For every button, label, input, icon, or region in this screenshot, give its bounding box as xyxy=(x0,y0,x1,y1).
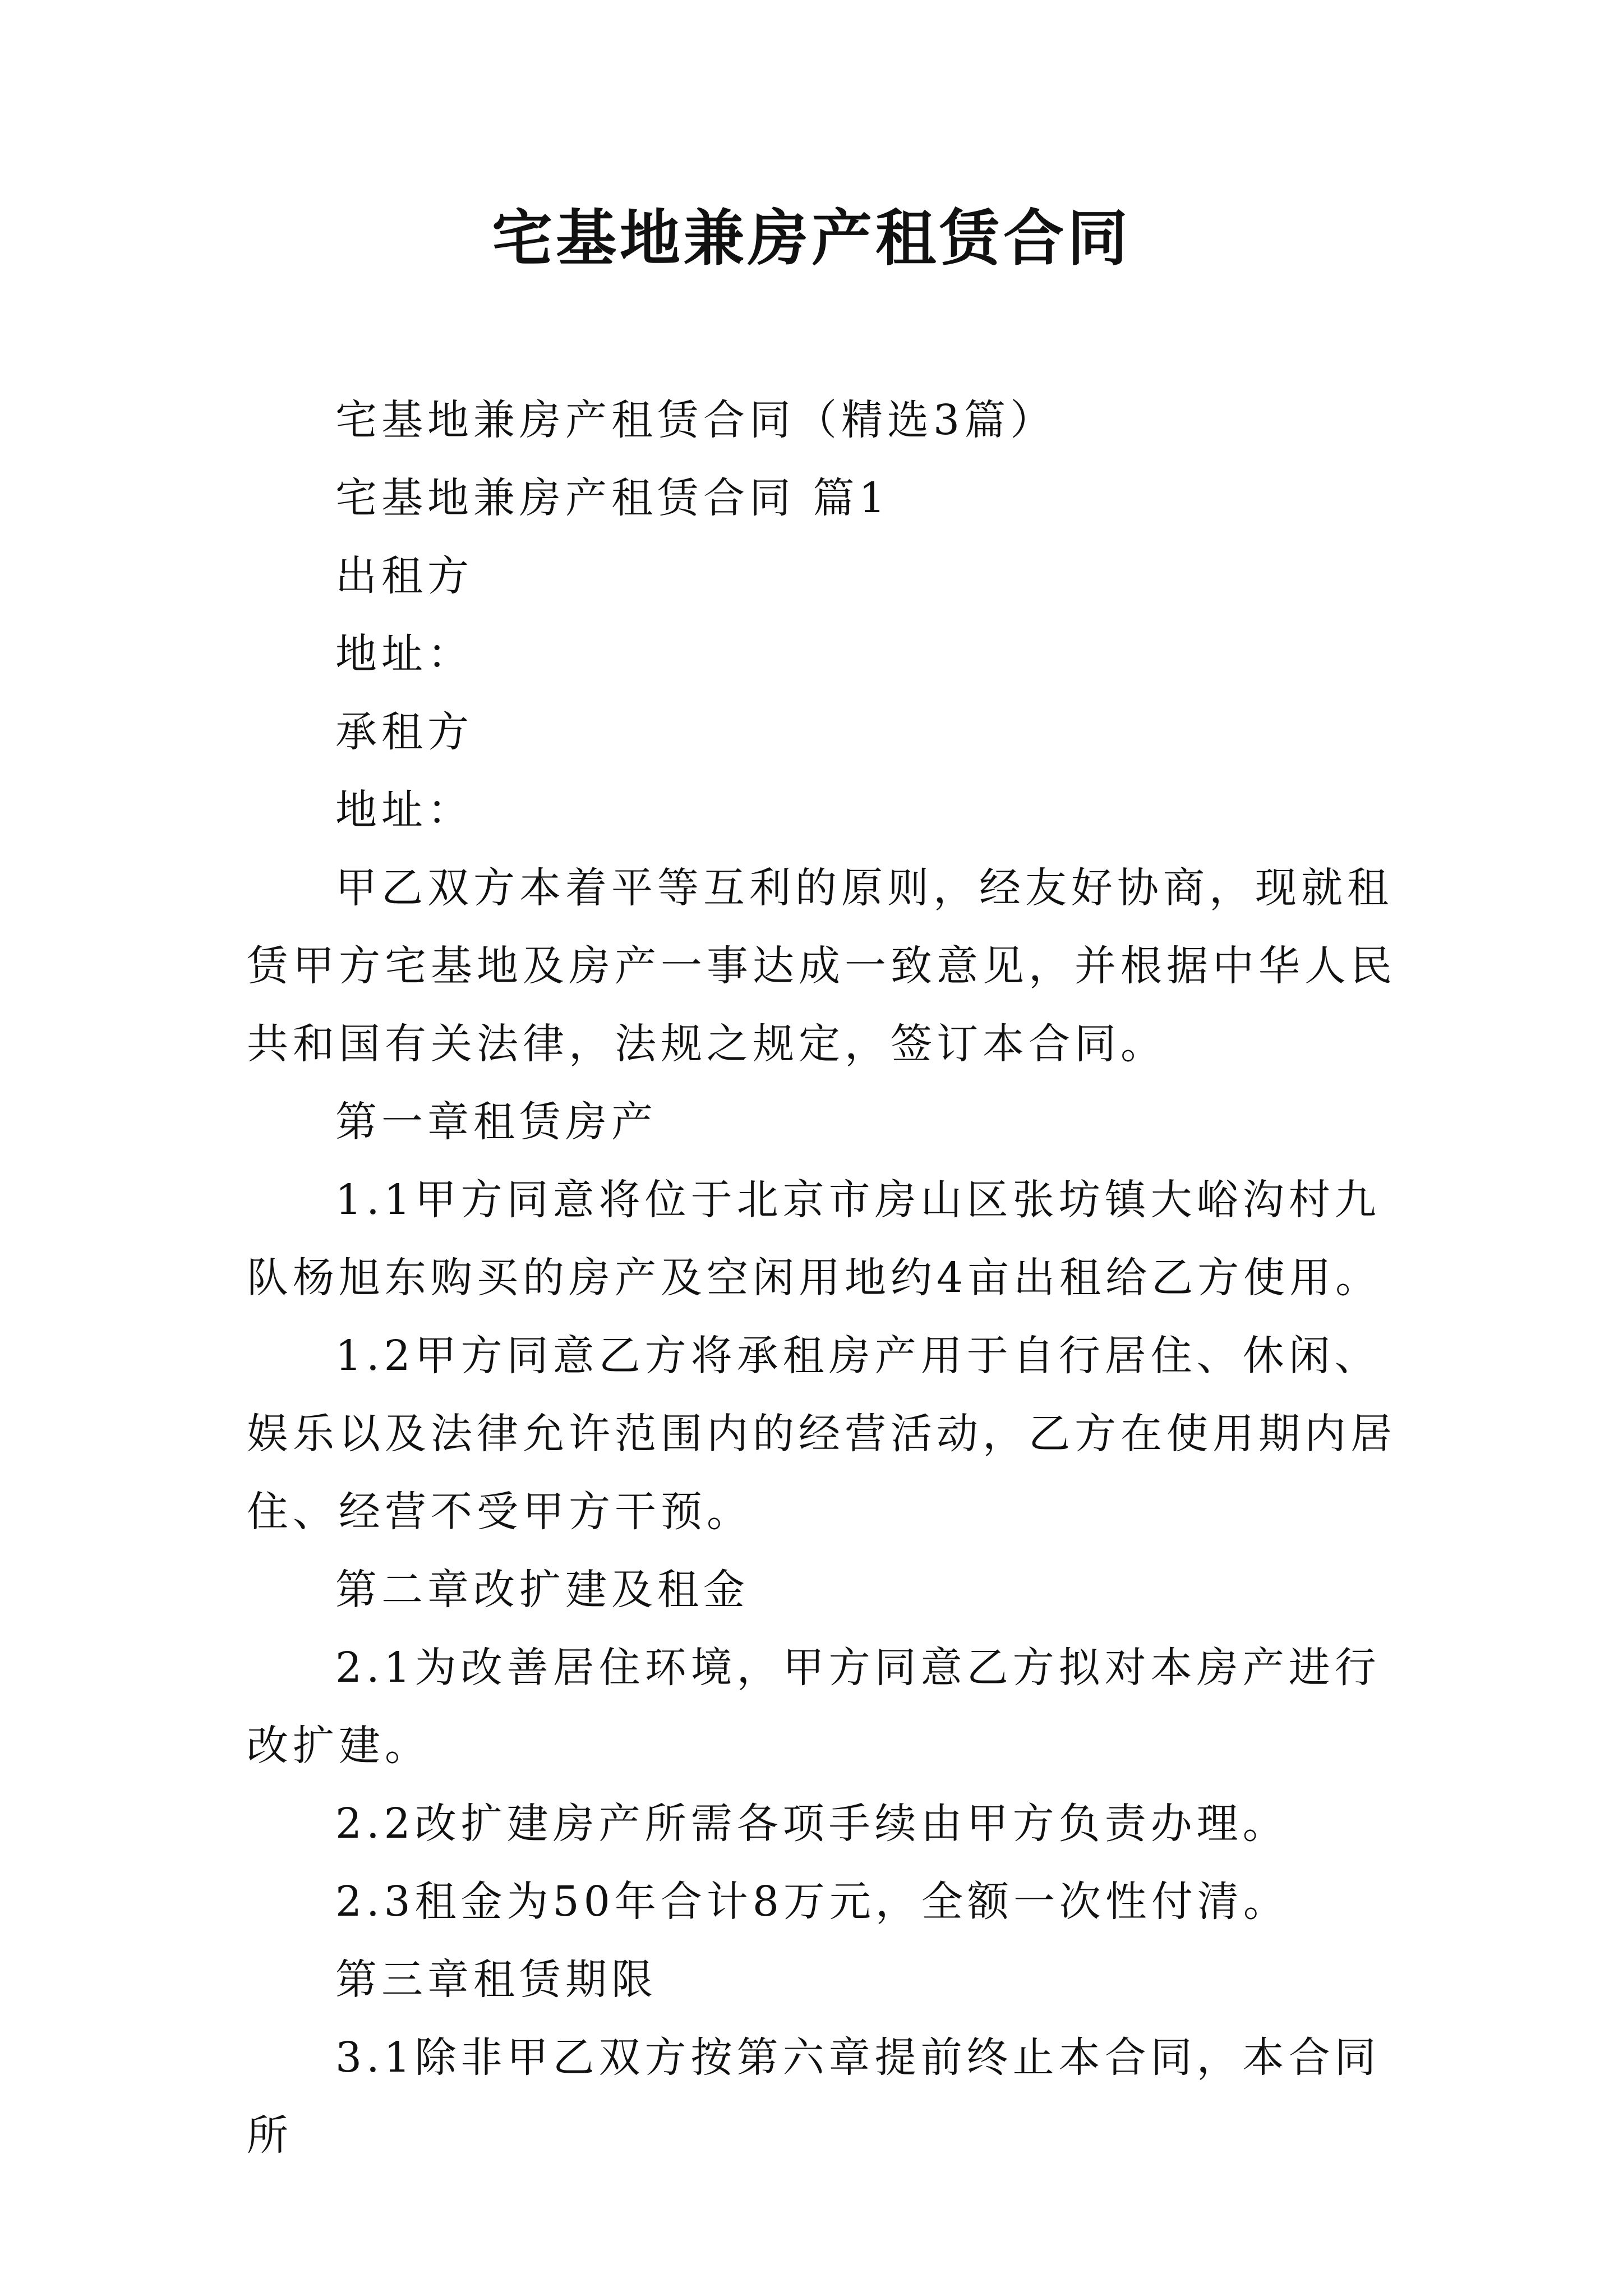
document-title: 宅基地兼房产租赁合同 xyxy=(491,203,1131,274)
document-body xyxy=(247,381,1402,2175)
paragraph-lessor-address: 地址： xyxy=(335,630,473,678)
paragraph-section-heading: 宅基地兼房产租赁合同 篇1 xyxy=(335,474,890,522)
paragraph-clause-2-2: 2.2改扩建房产所需各项手续由甲方负责办理。 xyxy=(335,1800,1289,1848)
paragraph-chapter-3: 第三章租赁期限 xyxy=(335,1955,657,2004)
paragraph-lessor: 出租方 xyxy=(335,552,473,600)
paragraph-lessee: 承租方 xyxy=(335,708,473,756)
paragraph-subtitle: 宅基地兼房产租赁合同（精选3篇） xyxy=(335,396,1057,444)
paragraph-preamble: 甲乙双方本着平等互利的原则，经友好协商，现就租赁甲方宅基地及房产一事达成一致意见，并根据中华人民共和国有关法律，法规之规定，签订本合同。 xyxy=(247,864,1396,1068)
paragraph-clause-2-1: 2.1为改善居住环境，甲方同意乙方拟对本房产进行改扩建。 xyxy=(247,1644,1381,1770)
paragraph-chapter-1: 第一章租赁房产 xyxy=(335,1098,657,1146)
paragraph-chapter-2: 第二章改扩建及租金 xyxy=(335,1566,749,1614)
paragraph-clause-2-3: 2.3租金为50年合计8万元，全额一次性付清。 xyxy=(335,1878,1289,1926)
paragraph-lessee-address: 地址： xyxy=(335,786,473,834)
paragraph-clause-1-2: 1.2甲方同意乙方将承租房产用于自行居住、休闲、娱乐以及法律允许范围内的经营活动，乙方在使用期内居住、经营不受甲方干预。 xyxy=(247,1332,1396,1536)
paragraph-clause-1-1: 1.1甲方同意将位于北京市房山区张坊镇大峪沟村九队杨旭东购买的房产及空闲用地约4亩出租给乙方使用。 xyxy=(247,1176,1382,1302)
paragraph-clause-3-1: 3.1除非甲乙双方按第六章提前终止本合同，本合同所 xyxy=(247,2033,1381,2160)
